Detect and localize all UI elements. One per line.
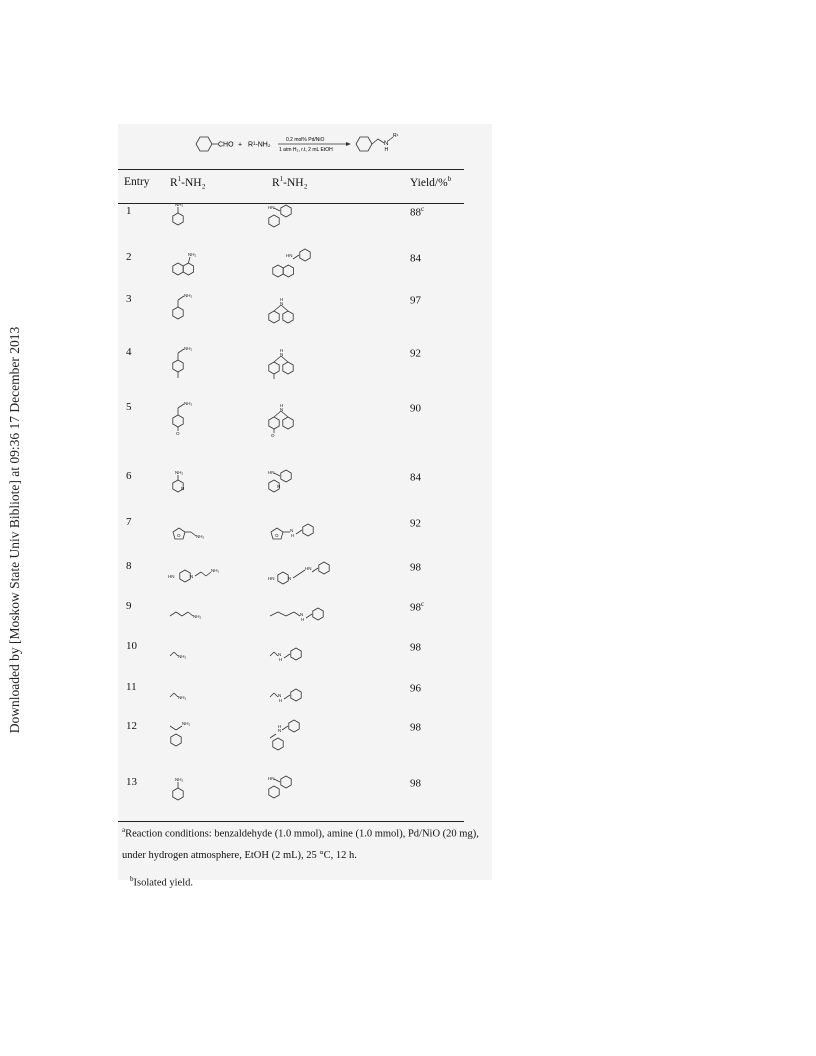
yield-value — [410, 600, 424, 614]
atom-label: HN — [268, 776, 275, 781]
atom-label: H — [279, 698, 283, 703]
atom-label: NH₂ — [175, 202, 184, 207]
amine-label: R¹-NH₂ — [248, 141, 271, 149]
atom-label: H — [301, 617, 305, 622]
footnote-a-mark: a — [122, 826, 126, 834]
atom-label: HN — [168, 574, 175, 579]
ring — [269, 417, 279, 429]
product-cell — [268, 289, 348, 334]
bond — [306, 614, 312, 618]
footnote-a-text: Reaction conditions: benzaldehyde (1.0 mmol), amine (1.0 mmol), Pd/NiO (20 mg), — [125, 828, 479, 840]
yield-value — [410, 293, 421, 307]
footnote-b — [130, 875, 193, 889]
product-structure — [268, 397, 348, 437]
bond — [281, 356, 288, 362]
atom-label: H — [280, 297, 284, 302]
yield-number: 98 — [410, 721, 421, 734]
ring — [173, 415, 183, 427]
bond — [274, 779, 280, 782]
entry-number: 11 — [126, 681, 137, 693]
yield-number: 84 — [410, 252, 421, 265]
yield-value — [410, 251, 421, 265]
atom-label: N — [280, 301, 284, 306]
atom-label: H — [279, 657, 283, 662]
reactant-cell — [168, 289, 218, 334]
product-structure — [268, 466, 348, 506]
product-cell — [268, 512, 348, 557]
atom-label: NH₂ — [182, 721, 191, 726]
atom-label: NH₂ — [178, 654, 187, 659]
product-cell — [268, 342, 348, 387]
reactant-structure — [168, 289, 218, 329]
atom-label: N — [300, 612, 304, 617]
reactant-structure — [168, 677, 218, 717]
ring — [278, 572, 288, 584]
product-cell — [268, 716, 348, 761]
bond — [281, 411, 288, 417]
product-structure — [268, 677, 348, 717]
reactant-structure — [168, 342, 218, 382]
product-structure — [268, 247, 348, 287]
reactant-structure — [168, 556, 218, 596]
atom-label: O — [177, 533, 181, 538]
bond — [274, 356, 281, 362]
header-product-sup: 1 — [279, 175, 284, 183]
reactant-structure — [168, 201, 218, 241]
bond — [170, 612, 176, 616]
product-cell — [268, 596, 348, 641]
yield-value — [410, 640, 421, 654]
header-product — [272, 175, 308, 189]
yield-value — [410, 720, 421, 734]
bond — [274, 305, 281, 311]
entry-number: 6 — [126, 470, 132, 482]
reactant-cell — [168, 466, 218, 511]
bond — [201, 572, 206, 576]
yield-number: 98 — [410, 777, 421, 790]
ring — [283, 362, 293, 374]
bond — [286, 612, 294, 616]
yield-value — [410, 401, 421, 415]
product-cell — [268, 201, 348, 246]
header-product-r: R — [272, 176, 280, 189]
cho-label: CHO — [218, 141, 234, 149]
bond — [170, 693, 174, 697]
atom-label: N — [277, 484, 281, 489]
product-cell — [268, 772, 348, 817]
reactant-cell — [168, 772, 218, 817]
yield-value — [410, 776, 421, 790]
header-yield-text: Yield/% — [410, 176, 448, 189]
conditions-top: 0.2 mol% Pd/NiO — [286, 137, 325, 143]
product-cell — [268, 397, 348, 442]
ring — [291, 648, 301, 660]
entry-number: 13 — [126, 776, 137, 788]
product-r-label: R¹ — [393, 133, 399, 139]
ring — [269, 786, 279, 798]
ring — [281, 205, 291, 217]
header-reactant-sup: 1 — [177, 175, 182, 183]
yield-footnote-mark: c — [421, 205, 425, 213]
header-yield — [410, 175, 451, 189]
reactant-structure — [168, 466, 218, 506]
product-n-label: N — [384, 141, 389, 147]
bond — [170, 652, 174, 656]
ring — [303, 524, 313, 536]
reactant-cell — [168, 397, 218, 442]
ring — [173, 788, 183, 800]
bond — [188, 257, 190, 263]
atom-label: N — [280, 407, 284, 412]
yield-value — [410, 560, 421, 574]
yield-number: 98 — [410, 601, 421, 614]
product-benzene-ring — [356, 137, 372, 151]
reactant-cell — [168, 596, 218, 641]
atom-label: NH₂ — [211, 568, 220, 573]
atom-label: O — [271, 433, 275, 438]
yield-number: 98 — [410, 641, 421, 654]
entry-number: 8 — [126, 560, 132, 572]
ring — [283, 417, 293, 429]
entry-number: 10 — [126, 640, 137, 652]
plus-sign: + — [238, 141, 243, 149]
yield-number: 98 — [410, 561, 421, 574]
reactant-structure — [168, 247, 218, 287]
ring — [173, 263, 183, 275]
product-structure — [268, 596, 348, 636]
atom-label: N — [278, 728, 282, 733]
ring — [173, 307, 183, 319]
ring — [313, 608, 323, 620]
yield-number: 92 — [410, 517, 421, 530]
product-cell — [268, 247, 348, 292]
reactant-cell — [168, 247, 218, 292]
entry-number: 9 — [126, 600, 132, 612]
header-reactant — [170, 175, 206, 189]
bond — [195, 572, 201, 576]
bond — [270, 612, 278, 616]
product-cell — [268, 466, 348, 511]
footnote-b-mark: b — [130, 875, 134, 883]
piperazine-ring — [180, 570, 190, 582]
atom-label: H — [291, 533, 295, 538]
atom-label: H — [278, 724, 282, 729]
atom-label: N — [278, 693, 282, 698]
atom-label: O — [275, 533, 279, 538]
entry-number: 1 — [126, 205, 132, 217]
reactant-cell — [168, 556, 218, 601]
yield-footnote-mark: c — [421, 600, 425, 608]
atom-label: N — [280, 352, 284, 357]
product-structure — [268, 512, 348, 552]
bond — [296, 530, 302, 534]
entry-number: 7 — [126, 516, 132, 528]
reactant-structure — [168, 716, 218, 756]
reaction-scheme-graphic — [190, 130, 420, 160]
reactant-structure — [168, 636, 218, 676]
reactant-structure — [168, 397, 218, 437]
ring — [171, 734, 181, 746]
header-yield-sup: b — [447, 175, 452, 183]
product-cell — [268, 636, 348, 681]
reactant-structure — [168, 596, 218, 636]
footnote-a-line2 — [122, 850, 357, 861]
bond — [182, 612, 188, 616]
bond — [284, 654, 290, 658]
bond — [293, 574, 299, 578]
entry-number: 2 — [126, 251, 132, 263]
ring — [319, 562, 329, 574]
reactant-cell — [168, 716, 218, 761]
atom-label: N — [288, 576, 292, 581]
yield-value — [410, 681, 421, 695]
bond — [176, 726, 182, 730]
bond — [282, 726, 288, 730]
product-structure — [268, 716, 348, 756]
product-h-label: H — [384, 147, 389, 153]
bond — [170, 726, 176, 730]
header-entry: Entry — [124, 176, 150, 188]
header-reactant-suffix: -NH₂ — [181, 176, 206, 189]
atom-label: NH₂ — [178, 695, 187, 700]
reactant-structure — [168, 772, 218, 812]
ring — [173, 213, 183, 225]
yield-number: 88 — [410, 206, 421, 219]
bond — [274, 411, 281, 417]
atom-label: NH₂ — [193, 614, 202, 619]
ring — [283, 265, 293, 277]
ring — [283, 311, 293, 323]
reactant-cell — [168, 201, 218, 246]
entry-number: 3 — [126, 293, 132, 305]
table-bottom-rule — [118, 821, 464, 822]
yield-number: 92 — [410, 347, 421, 360]
product-structure — [268, 556, 348, 596]
atom-label: NH₂ — [175, 470, 184, 475]
product-cell — [268, 556, 348, 601]
yield-value — [410, 205, 424, 219]
yield-number: 84 — [410, 471, 421, 484]
footnote-b-text: Isolated yield. — [133, 877, 193, 889]
atom-label: NH₂ — [175, 777, 184, 782]
reactant-structure — [168, 512, 218, 552]
atom-label: NH₂ — [184, 293, 193, 298]
bond — [176, 612, 182, 616]
ring — [273, 738, 283, 750]
ring — [173, 360, 183, 372]
bond — [274, 208, 280, 211]
atom-label: HN — [268, 576, 275, 581]
entry-number: 4 — [126, 346, 132, 358]
ring — [289, 720, 299, 732]
bond — [284, 695, 290, 699]
ring — [300, 249, 310, 261]
ring — [281, 470, 291, 482]
bond — [312, 568, 318, 572]
download-watermark — [0, 300, 30, 760]
atom-label: N — [278, 652, 282, 657]
ring — [273, 265, 283, 277]
reaction-scheme — [190, 130, 420, 160]
atom-label: H — [280, 403, 284, 408]
ring — [291, 689, 301, 701]
product-structure — [268, 342, 348, 382]
footnote-a-line1 — [122, 826, 479, 840]
footnote-a-text-2: under hydrogen atmosphere, EtOH (2 mL), 25 °C, 12 h. — [122, 850, 357, 861]
yield-value — [410, 346, 421, 360]
product-structure — [268, 201, 348, 241]
ring — [269, 311, 279, 323]
reactant-cell — [168, 512, 218, 557]
atom-label: N — [290, 528, 294, 533]
atom-label: NH₂ — [184, 401, 193, 406]
atom-label: H — [280, 348, 284, 353]
entry-number: 5 — [126, 401, 132, 413]
bond — [281, 305, 288, 311]
header-product-suffix: -NH₂ — [283, 176, 308, 189]
atom-label: NH₂ — [184, 346, 193, 351]
atom-label: N — [181, 486, 185, 491]
atom-label: N — [190, 574, 194, 579]
bond — [270, 734, 276, 738]
entry-number: 12 — [126, 720, 137, 732]
yield-number: 90 — [410, 402, 421, 415]
yield-number: 97 — [410, 294, 421, 307]
atom-label: O — [176, 431, 180, 436]
download-watermark-text: Downloaded by [Moskow State Univ Bibliote] at 09:36 17 December 2013 — [7, 326, 22, 734]
atom-label: NH₂ — [188, 252, 197, 257]
yield-value — [410, 470, 421, 484]
product-structure — [268, 772, 348, 812]
bond — [270, 652, 274, 656]
atom-label: HN — [305, 566, 312, 571]
ring — [281, 776, 291, 788]
conditions-bottom: 1 atm H₂, r.t, 2 mL EtOH — [279, 147, 333, 153]
atom-label: HN — [286, 253, 293, 258]
product-structure — [268, 636, 348, 676]
yield-value — [410, 516, 421, 530]
bond — [270, 693, 274, 697]
atom-label: HN — [268, 470, 275, 475]
atom-label: HN — [268, 205, 275, 210]
ring — [269, 215, 279, 227]
header-reactant-r: R — [170, 176, 178, 189]
bond — [293, 255, 299, 259]
reactant-cell — [168, 342, 218, 387]
yield-number: 96 — [410, 682, 421, 695]
bond — [274, 473, 280, 476]
product-structure — [268, 289, 348, 329]
header-top-rule — [118, 169, 464, 170]
ring — [269, 362, 279, 374]
atom-label: NH₂ — [196, 534, 205, 539]
bond — [278, 612, 286, 616]
benzene-ring — [196, 137, 212, 151]
ring — [183, 263, 193, 275]
reactant-cell — [168, 636, 218, 681]
